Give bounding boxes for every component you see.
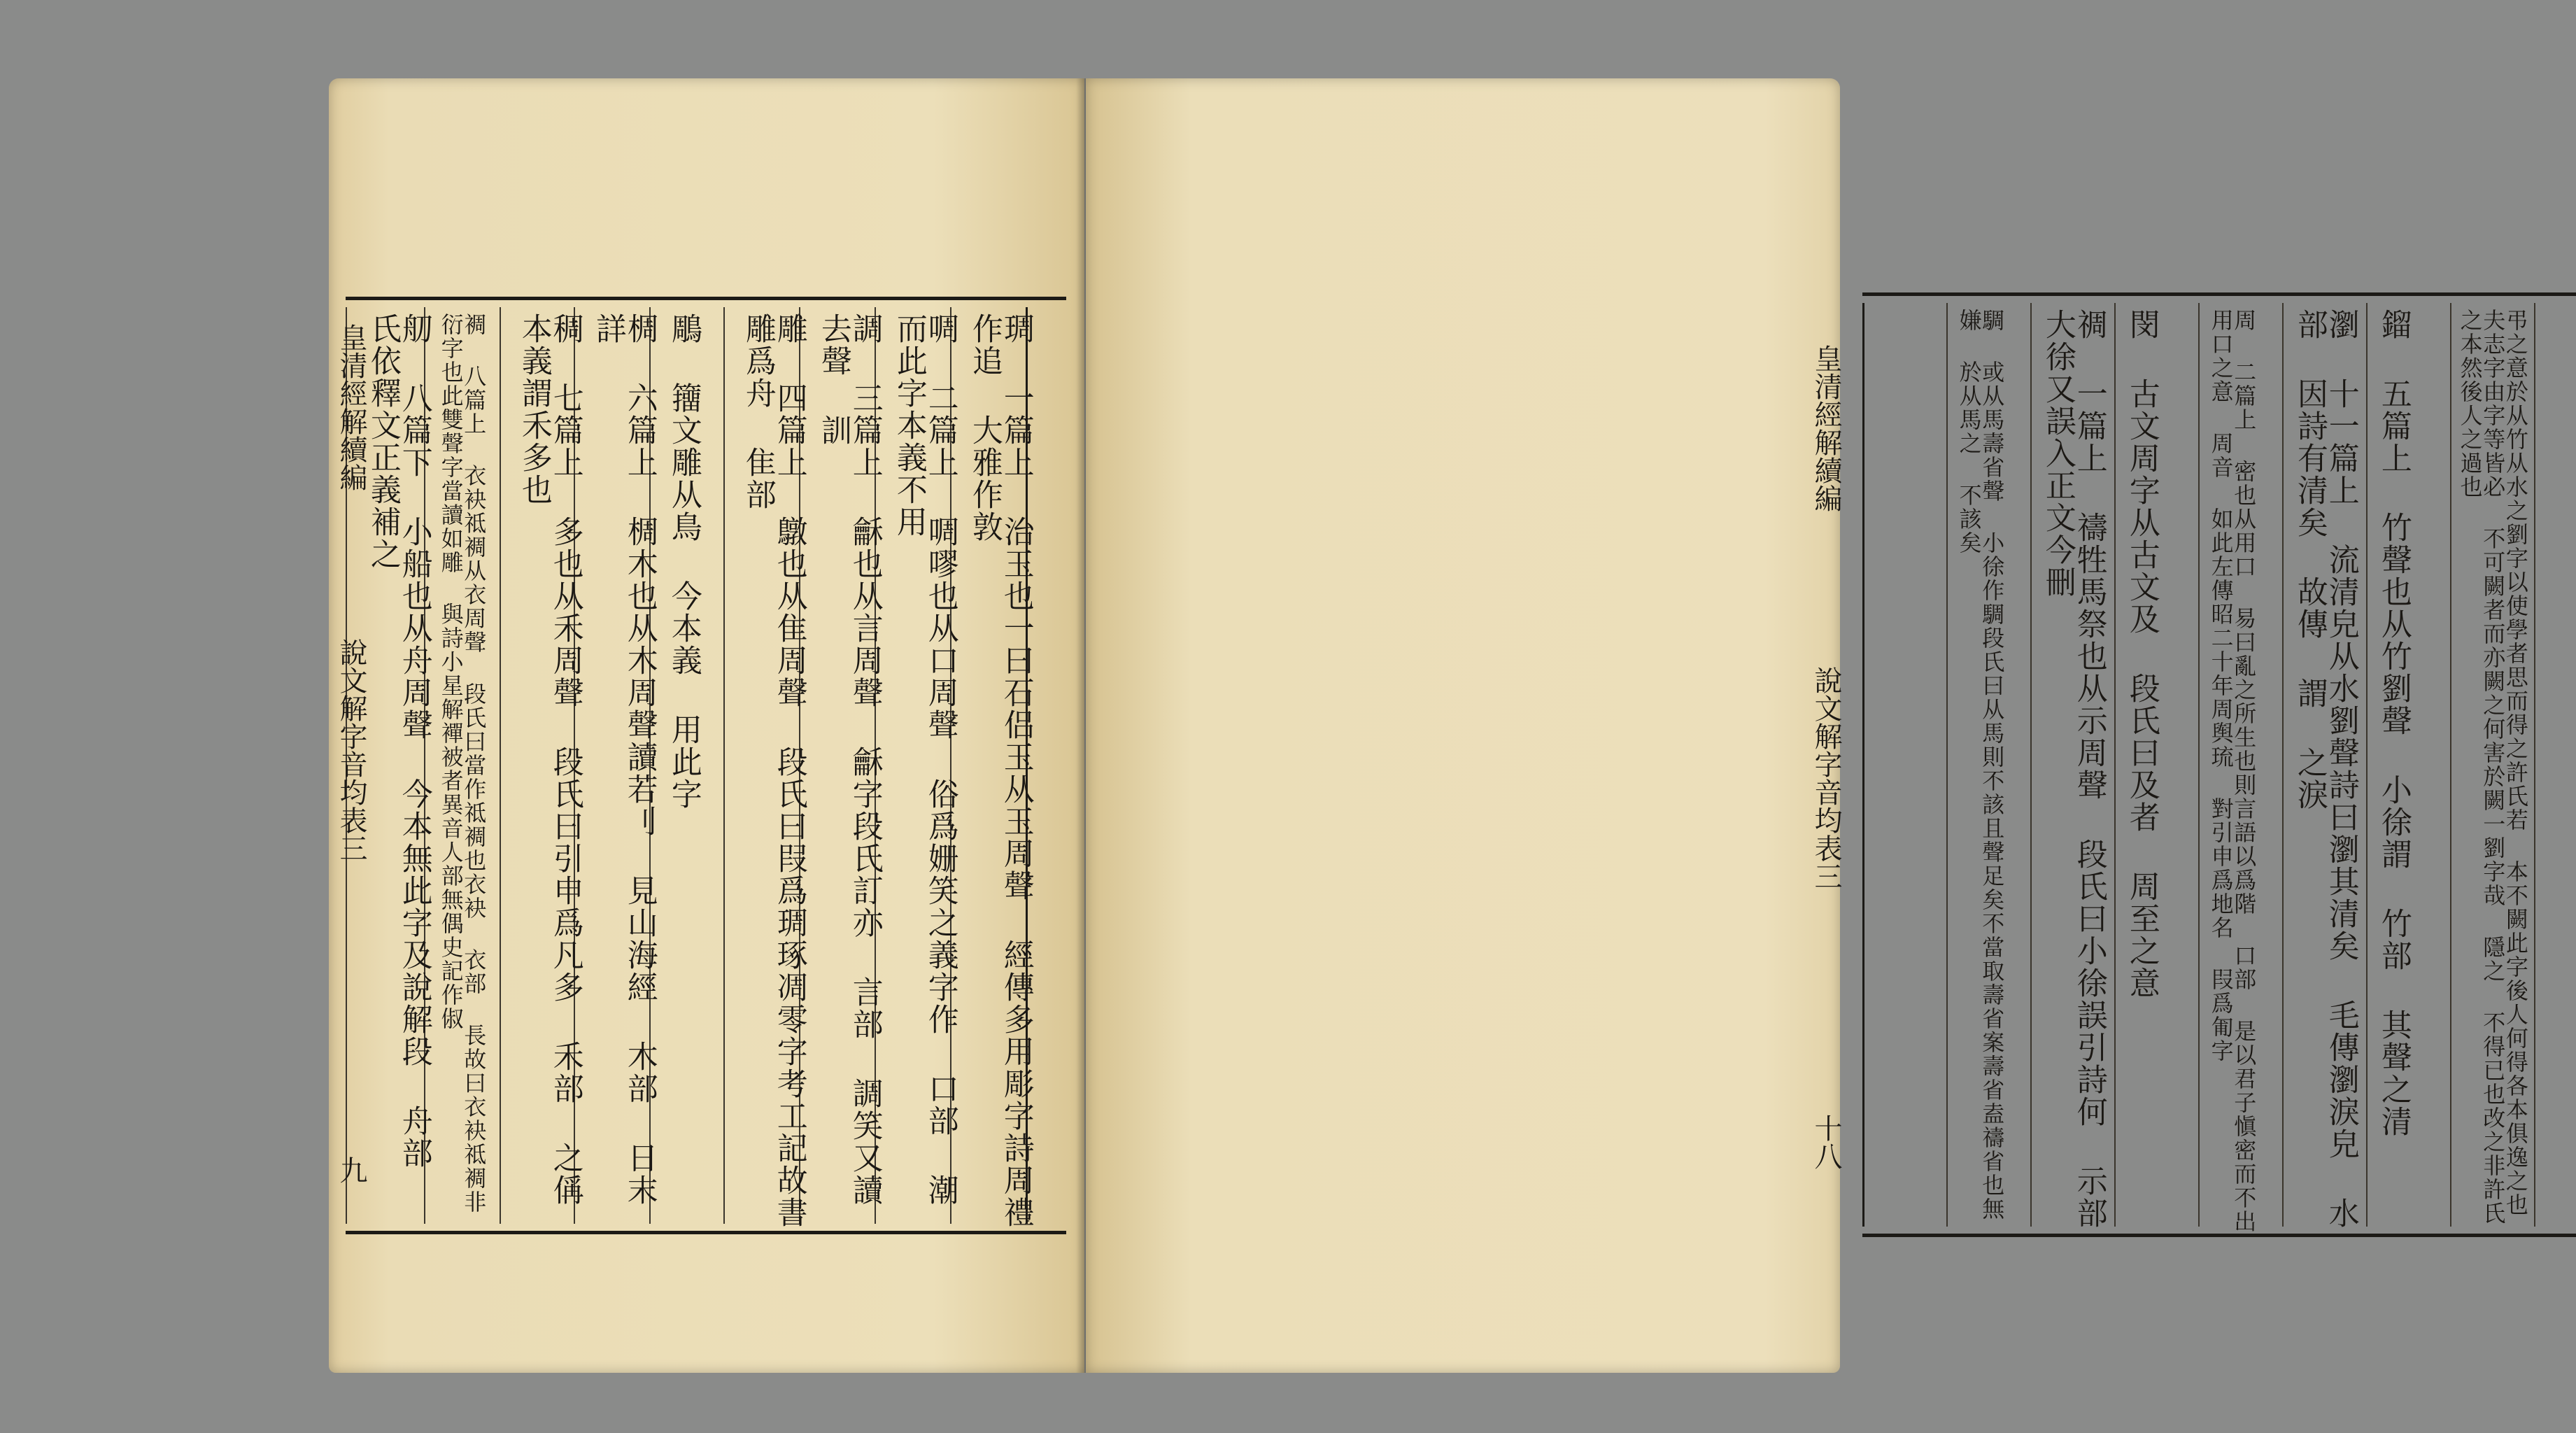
left-text-frame [346,297,1066,1234]
right-folio: 十八 [1810,1114,1842,1170]
column-r6: 禂 一篇上 禱牲馬祭也从示周聲 段氏曰小徐誤引詩何 示部 大徐又誤入正文今刪 [2039,309,2107,1229]
column-r5: 閔 古文周字从古文及 段氏曰及者 周至之意 [2123,309,2160,999]
right-text-frame [1862,292,2576,1237]
open-book [329,78,2529,1373]
left-margin-title: 皇清經解續編 [335,323,367,491]
column-2: 啁 二篇上 啁嘐也从口周聲 俗爲姗笑之義字作 口部 潮而此字本義不用 [891,313,958,1206]
right-page [1086,78,2529,1373]
column-5: 鵰 籒文雕从鳥 今本義 用此字 [665,313,702,810]
column-r1: 弔之意於从竹从水之劉字以使學者思而得之許氏若 本不闕此字後人何得各本俱逸之也夫志字由字等皆必 不可闕者而亦闕之何害於闕一劉字哉 隱之 不得已也改之非許氏之本然後人之過也 [2456,309,2529,1225]
column-9: 舠 八篇下 小船也从舟周聲 今本無此字及說解段 舟部 氏依釋文正義補之 [365,313,432,1169]
left-folio: 九 [335,1156,367,1184]
left-margin-subtitle: 說文解字音均表三 [335,638,367,862]
right-margin-subtitle: 說文解字音均表三 [1810,666,1842,890]
column-8: 裯 八篇上 衣袂祗裯从衣周聲 段氏曰當作祗裯也衣袂 衣部 長故曰衣袂祗裯非衍字也此雙聲字當讀如雕 與詩小星解襌被者異音人部無偶史記作俶 [437,313,488,1214]
left-page [329,78,1084,1373]
right-margin-title: 皇清經解續編 [1810,344,1842,512]
column-4: 雕 四篇上 鷻也从隹周聲 段氏曰叚爲琱琢凋零字考工記故書雕爲舟 隹部 [739,313,807,1229]
column-7: 稠 七篇上 多也从禾周聲 段氏曰引申爲凡多 禾部 之偁本義謂禾多也 [516,313,583,1206]
column-r2: 鎦 五篇上 竹聲也从竹劉聲 小徐謂 竹部 其聲之清 [2375,309,2412,1138]
column-1: 琱 一篇上 治玉也一曰石侣玉从玉周聲 經傳多用彫字詩周禮作追 大雅作敦 [966,313,1034,1229]
column-r3: 瀏 十一篇上 流清皃从水劉聲詩曰瀏其清矣 毛傳瀏淚皃 水部 因詩有清矣 故傳 謂 之淚 [2291,309,2359,1229]
column-3: 調 三篇上 龢也从言周聲 龢字段氏訂亦 言部 調笑又讀去聲 訓 [815,313,883,1206]
column-r4: 周 二篇上 密也从用口 易曰亂之所生也則言語以爲階 口部 是以君子愼密而不出用口之意 周音 如此左傳昭二十年周舆琉 對引申爲地名 叚爲匍字 [2207,309,2258,1234]
column-6: 椆 六篇上 椆木也从木周聲讀若刂 見山海經 木部 日末詳 [590,313,658,1206]
column-r7: 騆 或从馬壽省聲 小徐作騆段氏曰从馬則不該且聲足矣不當取壽省案壽省盍禱省也無嫌 於从馬之 不該矣 [1955,309,2006,1221]
